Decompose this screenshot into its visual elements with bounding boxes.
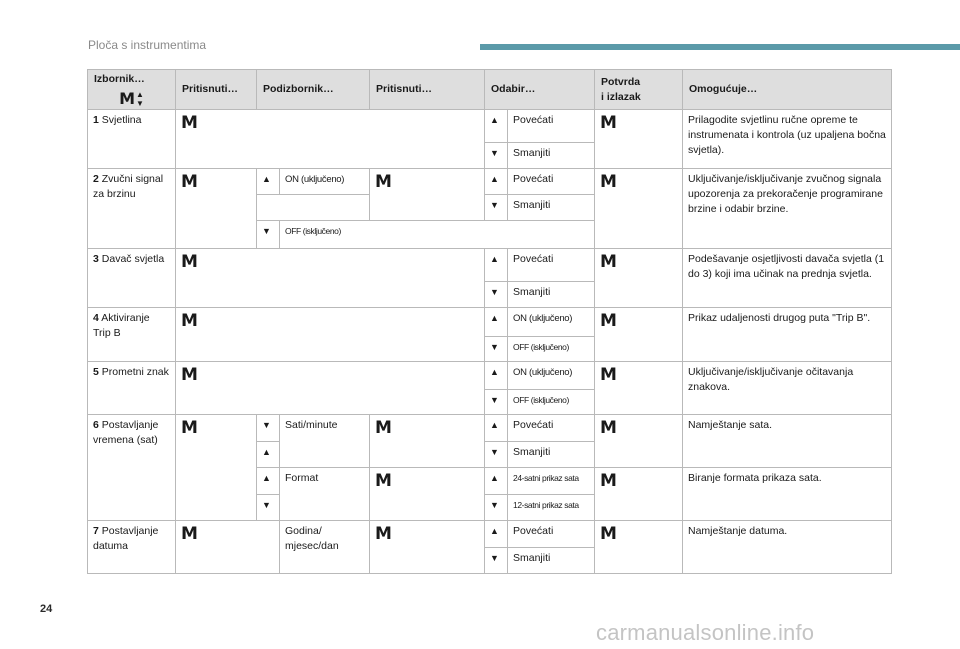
up-arrow-icon: ▲ — [485, 415, 508, 442]
select-option: 12-satni prikaz sata — [508, 495, 595, 521]
description-cell: Prikaz udaljenosti drugog puta "Trip B". — [683, 308, 892, 362]
down-arrow-icon: ▼ — [485, 195, 508, 221]
menu-item-cell: 1 Svjetlina — [88, 110, 176, 169]
m-button-icon: M — [181, 113, 198, 133]
down-arrow-icon: ▼ — [485, 337, 508, 362]
up-arrow-icon: ▲ — [485, 169, 508, 195]
confirm-cell — [595, 110, 683, 169]
m-button-icon: M — [600, 471, 617, 491]
up-arrow-icon: ▲ — [485, 249, 508, 282]
m-button-icon: M — [600, 172, 617, 192]
select-option: Povećati — [508, 249, 595, 282]
m-button-icon: M — [181, 418, 198, 438]
m-button-icon: M — [181, 365, 198, 385]
select-option: Povećati — [508, 415, 595, 442]
m-button-icon: M — [375, 172, 392, 192]
submenu-option: Godina/ mjesec/dan — [280, 521, 370, 574]
confirm-cell — [595, 362, 683, 415]
menu-updown-icon: M ▲ ▼ — [119, 89, 144, 108]
down-arrow-icon: ▼ — [257, 221, 280, 249]
m-button-icon: M — [600, 113, 617, 133]
description-cell: Biranje formata prikaza sata. — [683, 468, 892, 521]
header-press: Pritisnuti… — [176, 70, 257, 110]
m-button-icon: M — [375, 524, 392, 544]
table-row — [88, 249, 892, 282]
settings-table — [87, 69, 892, 574]
table-header-row — [88, 70, 892, 110]
m-button-icon: M — [600, 418, 617, 438]
m-button-icon: M — [600, 365, 617, 385]
submenu-option: Sati/minute — [280, 415, 370, 468]
header-accent-bar — [480, 44, 960, 50]
empty-cell — [257, 195, 370, 221]
table-row — [88, 415, 892, 442]
up-arrow-icon: ▲ — [257, 169, 280, 195]
select-option: OFF (isključeno) — [508, 337, 595, 362]
select-option: Smanjiti — [508, 143, 595, 169]
select-option: OFF (isključeno) — [508, 390, 595, 415]
submenu-option: ON (uključeno) — [280, 169, 370, 195]
description-cell: Uključivanje/isključivanje očitavanja znakova. — [683, 362, 892, 415]
description-cell: Uključivanje/isključivanje zvučnog signala upozorenja za prekoračenje programirane brzine i odabir brzine. — [683, 169, 892, 249]
m-button-icon: M — [181, 524, 198, 544]
down-arrow-icon: ▼ — [485, 390, 508, 415]
confirm-cell — [595, 308, 683, 362]
select-option: Smanjiti — [508, 282, 595, 308]
press-cell — [176, 308, 485, 362]
select-option: Povećati — [508, 169, 595, 195]
press-cell — [176, 521, 280, 574]
press-cell — [176, 362, 485, 415]
m-button-icon: M — [181, 172, 198, 192]
down-arrow-icon: ▼ — [257, 415, 280, 442]
confirm-cell — [595, 169, 683, 249]
up-arrow-icon: ▲ — [485, 110, 508, 143]
up-arrow-icon: ▲ — [485, 521, 508, 548]
select-option: ON (uključeno) — [508, 308, 595, 337]
header-select: Odabir… — [485, 70, 595, 110]
up-arrow-icon: ▲ — [485, 308, 508, 337]
select-option: Smanjiti — [508, 548, 595, 574]
menu-item-cell: 4 Aktiviranje Trip B — [88, 308, 176, 362]
select-option: Smanjiti — [508, 442, 595, 468]
down-arrow-icon: ▼ — [485, 143, 508, 169]
up-arrow-icon: ▲ — [257, 468, 280, 495]
menu-item-cell: 6 Postavljanje vremena (sat) — [88, 415, 176, 521]
press-cell — [370, 521, 485, 574]
page-number: 24 — [40, 603, 53, 615]
m-button-icon: M — [181, 252, 198, 272]
menu-item-cell: 5 Prometni znak — [88, 362, 176, 415]
header-confirm: Potvrda i izlazak — [595, 70, 683, 110]
down-arrow-icon: ▼ — [485, 442, 508, 468]
confirm-cell — [595, 468, 683, 521]
press-cell — [176, 415, 257, 521]
up-arrow-icon: ▲ — [257, 442, 280, 468]
press-cell — [370, 415, 485, 468]
menu-item-cell: 2 Zvučni signal za brzinu — [88, 169, 176, 249]
m-button-icon: M — [600, 311, 617, 331]
confirm-cell — [595, 249, 683, 308]
m-button-icon: M — [375, 471, 392, 491]
m-button-icon: M — [181, 311, 198, 331]
section-title: Ploča s instrumentima — [88, 38, 207, 52]
table-row — [88, 110, 892, 143]
description-cell: Namještanje datuma. — [683, 521, 892, 574]
description-cell: Namještanje sata. — [683, 415, 892, 468]
description-cell: Prilagodite svjetlinu ručne opreme te instrumenata i kontrola (uz upaljena bočna svjetla). — [683, 110, 892, 169]
down-arrow-icon: ▼ — [257, 495, 280, 521]
up-arrow-icon: ▲ — [485, 468, 508, 495]
menu-item-cell: 3 Davač svjetla — [88, 249, 176, 308]
submenu-option: Format — [280, 468, 370, 521]
header-press-2: Pritisnuti… — [370, 70, 485, 110]
menu-item-cell: 7 Postavljanje datuma — [88, 521, 176, 574]
header-allows: Omogućuje… — [683, 70, 892, 110]
table-row — [88, 362, 892, 390]
select-option: 24-satni prikaz sata — [508, 468, 595, 495]
down-arrow-icon: ▼ — [485, 495, 508, 521]
header-submenu: Podizbornik… — [257, 70, 370, 110]
description-cell: Podešavanje osjetljivosti davača svjetla (1 do 3) koji ima učinak na prednja svjetla. — [683, 249, 892, 308]
press-cell — [370, 169, 485, 221]
down-arrow-icon: ▼ — [485, 282, 508, 308]
up-arrow-icon: ▲ — [485, 362, 508, 390]
select-option: Povećati — [508, 521, 595, 548]
press-cell — [176, 110, 485, 169]
press-cell — [370, 468, 485, 521]
submenu-option: OFF (isključeno) — [280, 221, 595, 249]
m-button-icon: M — [600, 252, 617, 272]
m-button-icon: M — [375, 418, 392, 438]
table-row — [88, 308, 892, 337]
down-arrow-icon: ▼ — [485, 548, 508, 574]
confirm-cell — [595, 415, 683, 468]
m-button-icon: M — [600, 524, 617, 544]
press-cell — [176, 249, 485, 308]
table-row — [88, 521, 892, 548]
confirm-cell — [595, 521, 683, 574]
press-cell — [176, 169, 257, 249]
watermark: carmanualsonline.info — [596, 620, 815, 645]
select-option: Povećati — [508, 110, 595, 143]
select-option: ON (uključeno) — [508, 362, 595, 390]
select-option: Smanjiti — [508, 195, 595, 221]
header-menu: Izbornik… M ▲ ▼ — [88, 70, 176, 110]
table-row — [88, 169, 892, 195]
